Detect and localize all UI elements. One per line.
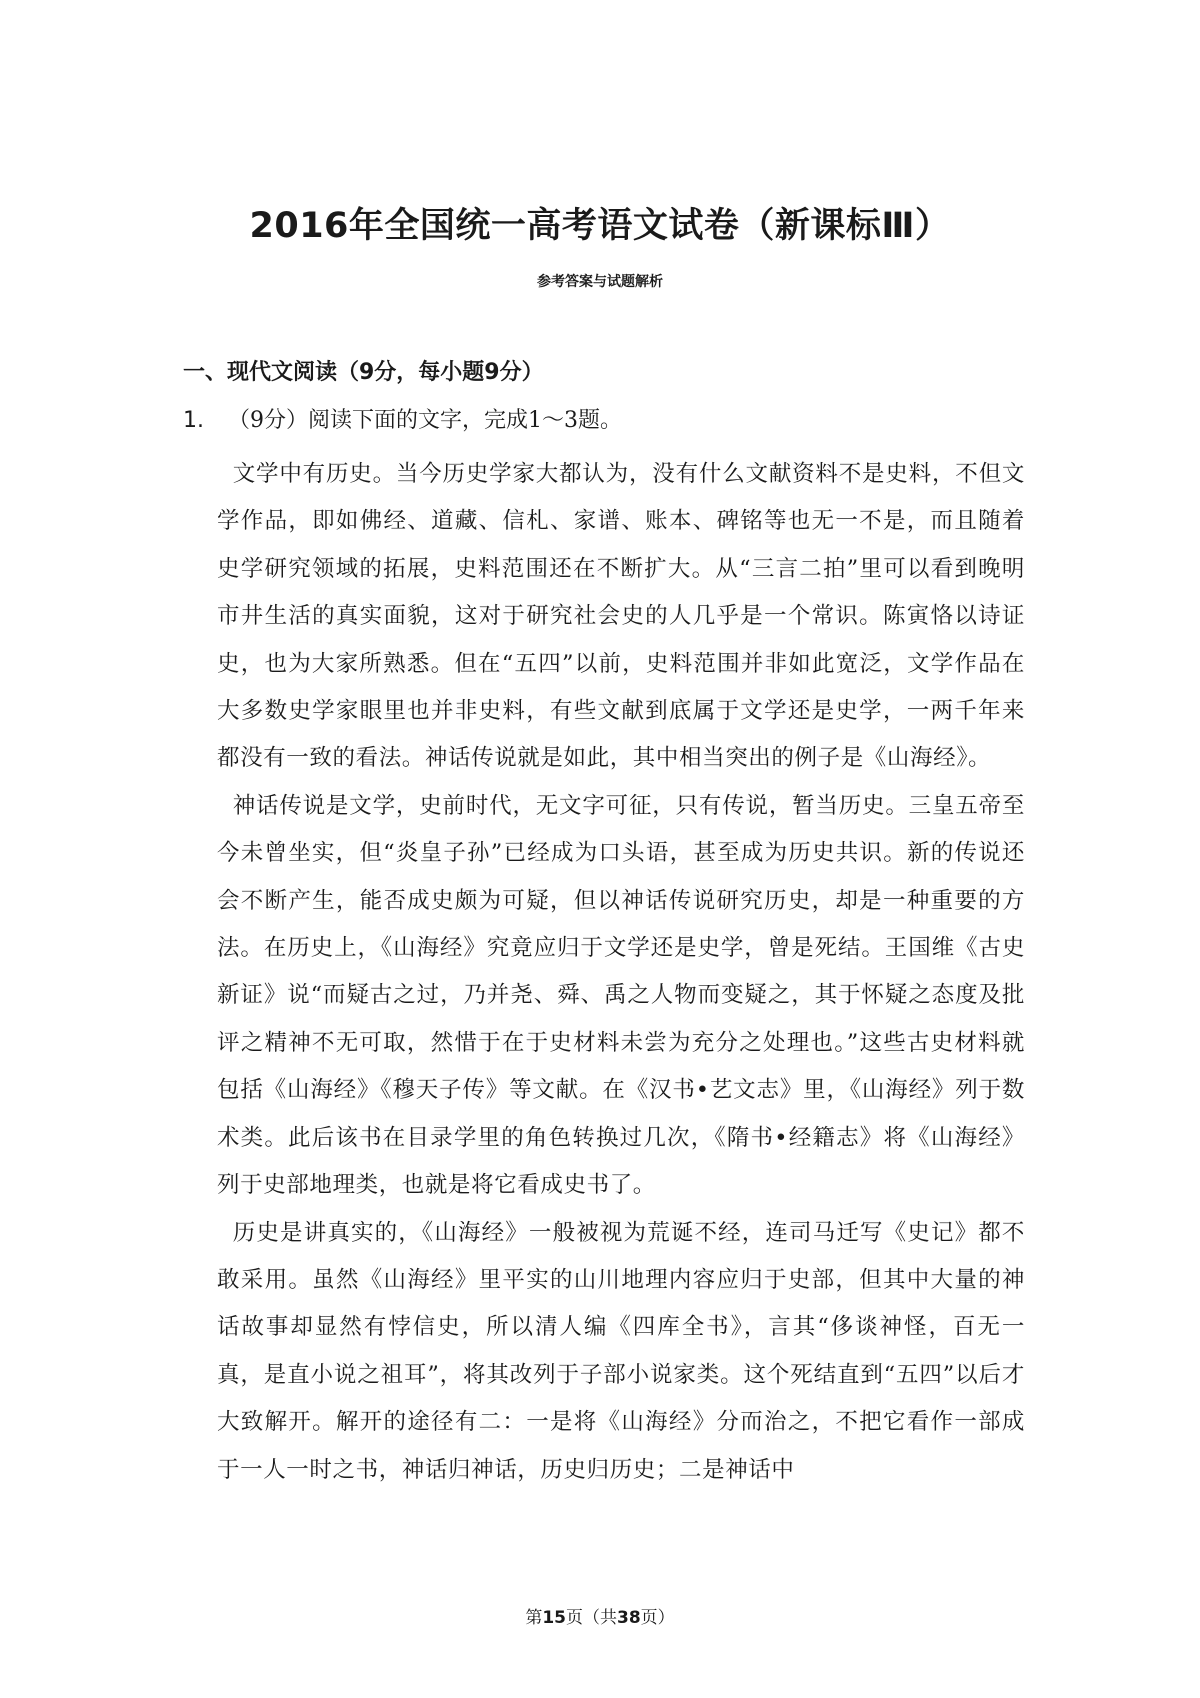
page-title: 2016年全国统一高考语文试卷（新课标Ⅲ）	[249, 206, 951, 246]
reading-passage	[217, 451, 1025, 1494]
question-prompt: （9分）阅读下面的文字，完成1～3题。	[228, 408, 622, 433]
footer-prefix: 第	[525, 1608, 543, 1628]
passage-paragraph-1: 文学中有历史。当今历史学家大都认为，没有什么文献资料不是史料，不但文学作品，即如佛经、道藏、信札、家谱、账本、碑铭等也无一不是，而且随着史学研究领域的拓展，史料范围还在不断扩大。从“三言二拍”里可以看到晚明市井生活的真实面貌，这对于研究社会史的人几乎是一个常识。陈寅恪以诗证史，也为大家所熟悉。但在“五四”以前，史料范围并非如此宽泛，文学作品在大多数史学家眼里也并非史料，有些文献到底属于文学还是史学，一两千年来都没有一致的看法。神话传说就是如此，其中相当突出的例子是《山海经》。	[217, 461, 1025, 772]
footer-total-pages: 38	[617, 1608, 641, 1628]
passage-paragraph-3: 历史是讲真实的，《山海经》一般被视为荒诞不经，连司马迁写《史记》都不敢采用。虽然《山海经》里平实的山川地理内容应归于史部，但其中大量的神话故事却显然有悖信史，所以清人编《四库全书》，言其“侈谈神怪，百无一真，是直小说之祖耳”，将其改列于子部小说家类。这个死结直到“五四”以后才大致解开。解开的途径有二：一是将《山海经》分而治之，不把它看作一部成于一人一时之书，神话归神话，历史归历史；二是神话中	[217, 1219, 1025, 1483]
footer-middle: 页（共	[566, 1608, 617, 1628]
page-footer	[0, 1606, 1200, 1630]
footer-page-number: 15	[542, 1608, 566, 1628]
footer-suffix: 页）	[640, 1608, 675, 1628]
question-number: 1.	[183, 408, 204, 433]
section-heading: 一、现代文阅读（9分，每小题9分）	[183, 360, 544, 385]
question-line	[183, 406, 622, 436]
page-subtitle: 参考答案与试题解析	[537, 274, 663, 290]
passage-paragraph-2: 神话传说是文学，史前时代，无文字可征，只有传说，暂当历史。三皇五帝至今未曾坐实，但“炎皇子孙”已经成为口头语，甚至成为历史共识。新的传说还会不断产生，能否成史颇为可疑，但以神话传说研究历史，却是一种重要的方法。在历史上，《山海经》究竟应归于文学还是史学，曾是死结。王国维《古史新证》说“而疑古之过，乃并尧、舜、禹之人物而变疑之，其于怀疑之态度及批评之精神不无可取，然惜于在于史材料未尝为充分之处理也。”这些古史材料就包括《山海经》《穆天子传》等文献。在《汉书•艺文志》里，《山海经》列于数术类。此后该书在目录学里的角色转换过几次，《隋书•经籍志》将《山海经》列于史部地理类，也就是将它看成史书了。	[217, 792, 1025, 1199]
